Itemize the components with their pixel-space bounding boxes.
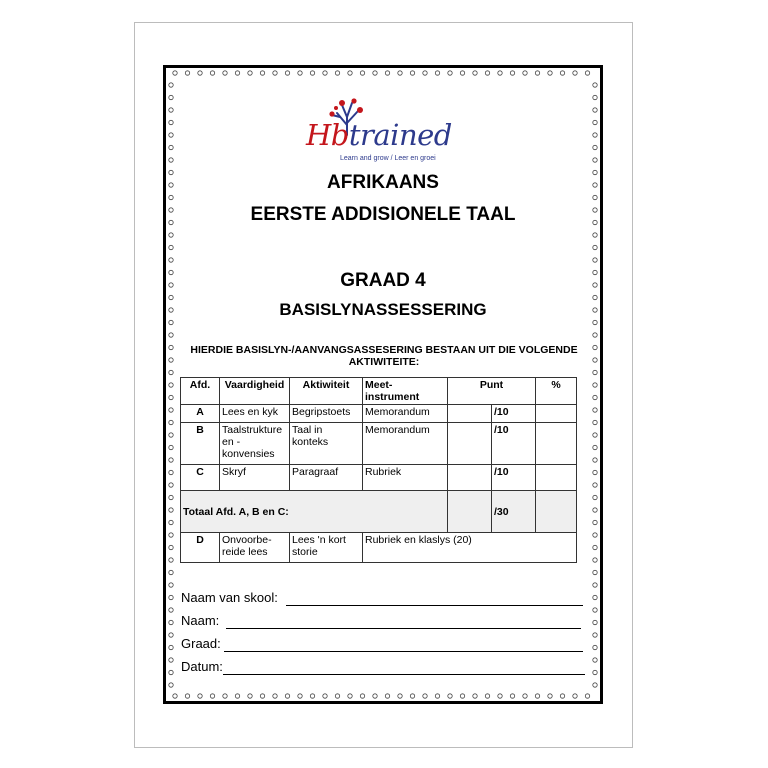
table-row — [181, 533, 577, 563]
name-field[interactable] — [181, 613, 586, 631]
row-percent-cell — [536, 405, 577, 423]
date-field[interactable] — [181, 659, 586, 677]
table-header-row — [181, 378, 577, 405]
grade-title: GRAAD 4 — [340, 270, 426, 291]
assessment-title: BASISLYNASSESSERING — [279, 300, 487, 319]
row-activity: Lees 'n kort storie — [290, 533, 363, 563]
school-name-label: Naam van skool: — [181, 590, 278, 605]
col-instrument: Meet-instrument — [363, 378, 448, 405]
total-mark: /30 — [492, 491, 536, 533]
logo-wordmark — [306, 118, 452, 152]
row-afd: D — [181, 533, 220, 563]
grade-field[interactable] — [181, 636, 586, 654]
row-afd: A — [181, 405, 220, 423]
activities-table — [180, 377, 577, 563]
col-skill: Vaardigheid — [220, 378, 290, 405]
school-name-field[interactable] — [181, 590, 586, 608]
subject-title: AFRIKAANS — [327, 172, 439, 193]
col-activity: Aktiwiteit — [290, 378, 363, 405]
school-name-line[interactable] — [286, 605, 583, 606]
date-line[interactable] — [223, 674, 585, 675]
row-activity: Begripstoets — [290, 405, 363, 423]
row-score-cell — [448, 405, 492, 423]
col-percent: % — [536, 378, 577, 405]
row-mark: /10 — [492, 423, 536, 465]
grade-label: Graad: — [181, 636, 221, 651]
table-row — [181, 423, 577, 465]
row-skill: Skryf — [220, 465, 290, 491]
logo-tagline: Learn and grow / Leer en groei — [340, 155, 436, 162]
logo-hb: Hb — [306, 118, 349, 152]
row-instrument: Memorandum — [363, 405, 448, 423]
row-afd: B — [181, 423, 220, 465]
total-label: Totaal Afd. A, B en C: — [181, 491, 448, 533]
grade-line[interactable] — [224, 651, 583, 652]
col-mark: Punt — [448, 378, 536, 405]
name-label: Naam: — [181, 613, 220, 628]
row-percent-cell — [536, 465, 577, 491]
row-skill: Taalstrukture en - konvensies — [220, 423, 290, 465]
row-mark: /10 — [492, 405, 536, 423]
row-mark: /10 — [492, 465, 536, 491]
col-afd: Afd. — [181, 378, 220, 405]
row-instrument: Rubriek en klaslys (20) — [363, 533, 577, 563]
row-percent-cell — [536, 423, 577, 465]
total-percent-cell — [536, 491, 577, 533]
row-score-cell — [448, 423, 492, 465]
row-activity: Taal in konteks — [290, 423, 363, 465]
table-total-row — [181, 491, 577, 533]
logo-trained: trained — [348, 118, 452, 152]
row-activity: Paragraaf — [290, 465, 363, 491]
intro-text: HIERDIE BASISLYN-/AANVANGSASSESERING BESTAAN UIT DIE VOLGENDE AKTIWITEITE: — [190, 344, 578, 368]
row-skill: Onvoorbe-reide lees — [220, 533, 290, 563]
row-skill: Lees en kyk — [220, 405, 290, 423]
level-title: EERSTE ADDISIONELE TAAL — [250, 204, 516, 225]
row-instrument: Memorandum — [363, 423, 448, 465]
date-label: Datum: — [181, 659, 223, 674]
total-score-cell — [448, 491, 492, 533]
row-afd: C — [181, 465, 220, 491]
row-score-cell — [448, 465, 492, 491]
table-row — [181, 405, 577, 423]
table-row — [181, 465, 577, 491]
row-instrument: Rubriek — [363, 465, 448, 491]
name-line[interactable] — [226, 628, 581, 629]
